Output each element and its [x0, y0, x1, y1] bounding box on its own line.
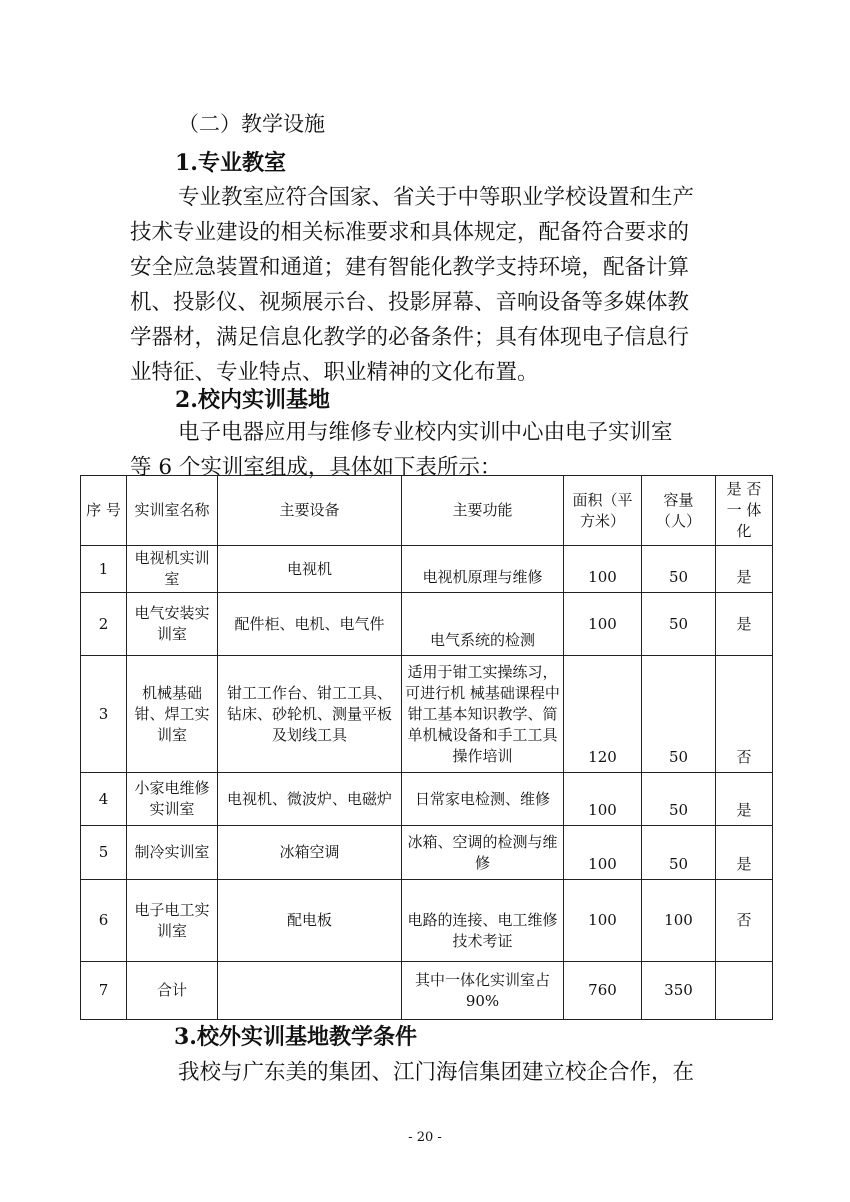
table-row	[81, 546, 773, 593]
cell-equipment: 电视机	[218, 546, 402, 593]
cell-capacity: 100	[642, 880, 716, 962]
classroom-title: 1.专业教室	[175, 150, 286, 176]
cell-equipment: 配件柜、电机、电气件	[218, 593, 402, 656]
cell-function: 电视机原理与维修	[402, 546, 564, 593]
page-number: - 20 -	[408, 1130, 442, 1145]
header-capacity: 容量（人）	[642, 476, 716, 546]
header-function: 主要功能	[402, 476, 564, 546]
cell-integrated: 是	[716, 546, 773, 593]
table-header-row	[81, 476, 773, 546]
classroom-line-6: 业特征、专业特点、职业精神的文化布置。	[130, 360, 539, 385]
cell-area: 100	[564, 880, 642, 962]
cell-no: 5	[81, 826, 127, 880]
classroom-line-1: 专业教室应符合国家、省关于中等职业学校设置和生产	[178, 185, 695, 210]
cell-integrated: 是	[716, 773, 773, 826]
table-row	[81, 826, 773, 880]
cell-equipment: 冰箱空调	[218, 826, 402, 880]
cell-no: 1	[81, 546, 127, 593]
cell-area: 100	[564, 773, 642, 826]
cell-area: 100	[564, 593, 642, 656]
training-room-table	[80, 475, 773, 1020]
cell-function: 电路的连接、电工维修技术考证	[402, 880, 564, 962]
cell-capacity: 50	[642, 546, 716, 593]
cell-no: 6	[81, 880, 127, 962]
table-row	[81, 656, 773, 773]
cell-equipment: 钳工工作台、钳工工具、钻床、砂轮机、测量平板及划线工具	[218, 656, 402, 773]
offsite-line-1: 我校与广东美的集团、江门海信集团建立校企合作，在	[178, 1060, 695, 1085]
classroom-line-2: 技术专业建设的相关标准要求和具体规定，配备符合要求的	[130, 220, 690, 245]
cell-integrated: 是	[716, 593, 773, 656]
header-equipment: 主要设备	[218, 476, 402, 546]
onsite-title: 2.校内实训基地	[175, 387, 330, 413]
cell-function: 电气系统的检测	[402, 593, 564, 656]
classroom-line-4: 机、投影仪、视频展示台、投影屏幕、音响设备等多媒体教	[130, 290, 690, 315]
cell-name: 制冷实训室	[127, 826, 218, 880]
cell-capacity: 50	[642, 593, 716, 656]
cell-no: 4	[81, 773, 127, 826]
onsite-line-2: 等 6 个实训室组成，具体如下表所示：	[130, 455, 502, 480]
table-row	[81, 773, 773, 826]
classroom-line-5: 学器材，满足信息化教学的必备条件；具有体现电子信息行	[130, 325, 690, 350]
cell-name: 电子电工实训室	[127, 880, 218, 962]
cell-integrated: 否	[716, 656, 773, 773]
cell-equipment: 电视机、微波炉、电磁炉	[218, 773, 402, 826]
cell-name: 小家电维修实训室	[127, 773, 218, 826]
cell-no: 3	[81, 656, 127, 773]
cell-equipment: 配电板	[218, 880, 402, 962]
cell-function: 其中一体化实训室占90%	[402, 962, 564, 1020]
cell-function: 冰箱、空调的检测与维修	[402, 826, 564, 880]
cell-name: 电气安装实训室	[127, 593, 218, 656]
cell-capacity: 50	[642, 773, 716, 826]
header-no: 序 号	[81, 476, 127, 546]
cell-integrated: 否	[716, 880, 773, 962]
cell-no: 2	[81, 593, 127, 656]
table-row	[81, 962, 773, 1020]
cell-equipment	[218, 962, 402, 1020]
cell-capacity: 350	[642, 962, 716, 1020]
table-row	[81, 880, 773, 962]
cell-capacity: 50	[642, 826, 716, 880]
cell-integrated	[716, 962, 773, 1020]
onsite-line-1: 电子电器应用与维修专业校内实训中心由电子实训室	[178, 420, 673, 445]
header-name: 实训室名称	[127, 476, 218, 546]
cell-name: 合计	[127, 962, 218, 1020]
cell-name: 机械基础钳、焊工实训室	[127, 656, 218, 773]
cell-area: 120	[564, 656, 642, 773]
cell-area: 760	[564, 962, 642, 1020]
cell-function: 适用于钳工实操练习，可进行机 械基础课程中钳工基本知识教学、简单机械设备和手工工具操作培训	[402, 656, 564, 773]
offsite-title: 3.校外实训基地教学条件	[174, 1024, 417, 1050]
cell-area: 100	[564, 546, 642, 593]
cell-name: 电视机实训室	[127, 546, 218, 593]
cell-no: 7	[81, 962, 127, 1020]
header-integrated: 是 否 一 体 化	[716, 476, 773, 546]
header-area: 面积（平方米）	[564, 476, 642, 546]
section-heading: （二）教学设施	[178, 112, 325, 136]
classroom-line-3: 安全应急装置和通道；建有智能化教学支持环境，配备计算	[130, 255, 690, 280]
cell-area: 100	[564, 826, 642, 880]
cell-capacity: 50	[642, 656, 716, 773]
cell-function: 日常家电检测、维修	[402, 773, 564, 826]
table-row	[81, 593, 773, 656]
cell-integrated: 是	[716, 826, 773, 880]
